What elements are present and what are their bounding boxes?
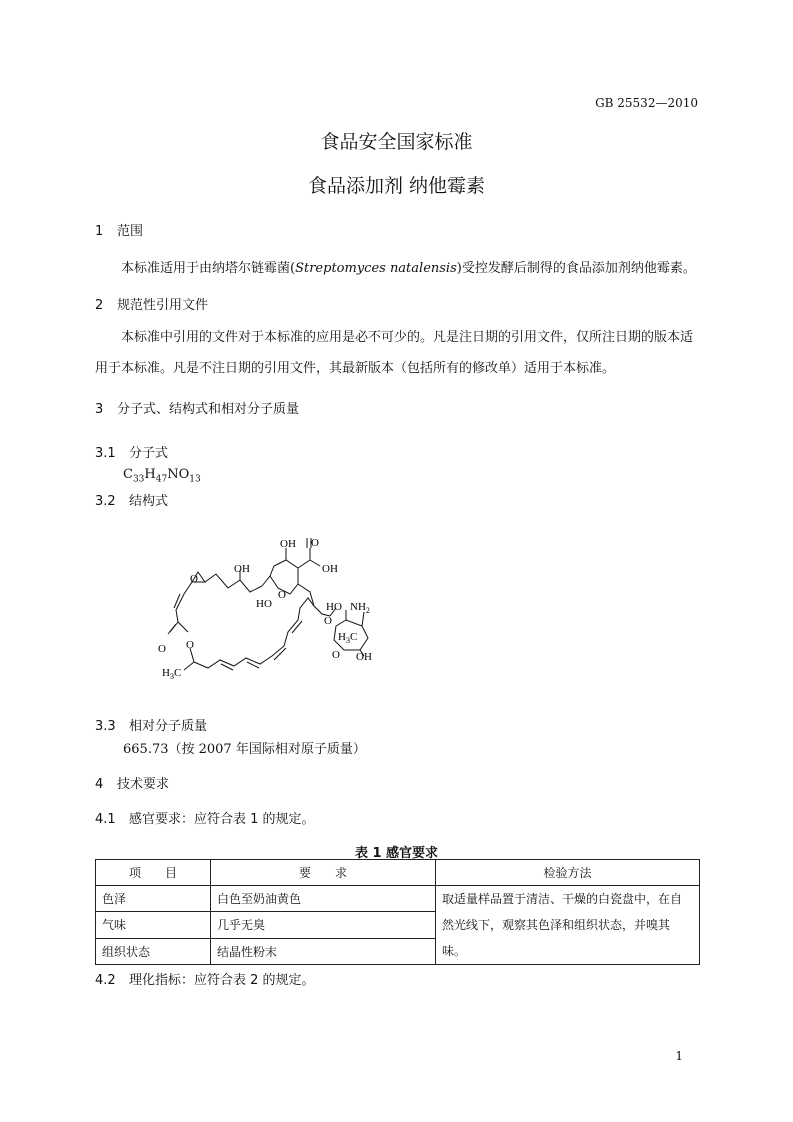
h3c-label: $H_3C$ xyxy=(162,667,182,681)
ring-o-label: O xyxy=(278,589,286,601)
section-number: 4.2 xyxy=(95,973,116,988)
epoxide-o-label: O xyxy=(190,573,198,585)
column-header: 检验方法 xyxy=(436,860,700,886)
table-cell-method: 取适量样品置于清洁、干燥的白瓷盘中，在自然光线下，观察其色泽和组织状态，并嗅其味。 xyxy=(436,886,700,965)
standard-number: GB 25532—2010 xyxy=(595,96,698,110)
molecular-mass: 665.73（按 2007 年国际相对原子质量） xyxy=(123,742,366,757)
latin-name: Streptomyces natalensis xyxy=(295,261,457,276)
ho-label: HO xyxy=(326,601,342,613)
section-2-body: 本标准中引用的文件对于本标准的应用是必不可少的。凡是注日期的引用文件，仅所注日期的版本适用于本标准。凡是不注日期的引用文件，其最新版本（包括所有的修改单）适用于本标准。 xyxy=(95,330,694,376)
glycoside-o-label: O xyxy=(324,615,332,627)
document-subtitle: 食品添加剂 纳他霉素 xyxy=(307,175,486,197)
lactone-o-label: O xyxy=(186,639,194,651)
section-title: 规范性引用文件 xyxy=(117,298,209,313)
column-header: 项 目 xyxy=(96,860,211,886)
page-number: 1 xyxy=(675,1049,683,1063)
table-cell: 组织状态 xyxy=(96,938,211,964)
nh2-label: $NH_2$ xyxy=(350,601,370,615)
section-1-heading xyxy=(95,220,143,239)
section-title: 理化指标：应符合表 2 的规定。 xyxy=(129,973,315,988)
section-title: 结构式 xyxy=(129,494,169,509)
body-text: 本标准适用于由纳塔尔链霉菌( xyxy=(121,261,296,276)
oh-label: OH xyxy=(234,563,250,575)
ho-label: HO xyxy=(256,598,272,610)
section-number: 3.3 xyxy=(95,719,116,734)
section-title: 范围 xyxy=(117,224,144,239)
section-3-3-heading xyxy=(95,715,207,734)
column-header: 要 求 xyxy=(211,860,436,886)
sensory-table xyxy=(95,859,700,965)
table-header-row xyxy=(96,860,700,886)
section-4-heading xyxy=(95,773,169,792)
section-number: 3.2 xyxy=(95,494,116,509)
section-number: 1 xyxy=(95,224,104,239)
section-3-heading xyxy=(95,398,299,417)
cooh-o-label: O xyxy=(311,537,319,549)
section-title: 分子式 xyxy=(129,446,169,461)
carbonyl-o-label: O xyxy=(158,643,166,655)
section-number: 3 xyxy=(95,402,104,417)
section-number: 3.1 xyxy=(95,446,116,461)
section-title: 技术要求 xyxy=(117,777,170,792)
table-row xyxy=(96,886,700,912)
section-1-body xyxy=(95,253,700,284)
h3c-label: $H_3C$ xyxy=(338,631,358,645)
structural-formula xyxy=(150,530,390,690)
section-number: 4 xyxy=(95,777,104,792)
table-cell: 结晶性粉末 xyxy=(211,938,436,964)
section-4-2-heading xyxy=(95,969,315,988)
table-cell: 气味 xyxy=(96,912,211,938)
section-title: 相对分子质量 xyxy=(129,719,208,734)
table-cell: 色泽 xyxy=(96,886,211,912)
ring-o-label: O xyxy=(332,649,340,661)
table-caption: 表 1 感官要求 xyxy=(354,846,439,861)
section-2-heading xyxy=(95,294,208,313)
section-number: 4.1 xyxy=(95,812,116,827)
document-title: 食品安全国家标准 xyxy=(320,131,473,153)
molecular-formula: $C_{33}H_{47}NO_{13}$ xyxy=(123,467,201,485)
table-cell: 几乎无臭 xyxy=(211,912,436,938)
body-text: )受控发酵后制得的食品添加剂纳他霉素。 xyxy=(456,261,696,276)
section-title: 分子式、结构式和相对分子质量 xyxy=(117,402,300,417)
oh-label: OH xyxy=(356,651,372,663)
table-cell: 白色至奶油黄色 xyxy=(211,886,436,912)
section-4-1-heading xyxy=(95,808,315,827)
oh-label: OH xyxy=(280,538,296,550)
section-3-2-heading xyxy=(95,490,168,509)
section-3-1-heading xyxy=(95,442,168,461)
cooh-oh-label: OH xyxy=(322,563,338,575)
section-title: 感官要求：应符合表 1 的规定。 xyxy=(129,812,315,827)
section-number: 2 xyxy=(95,298,104,313)
